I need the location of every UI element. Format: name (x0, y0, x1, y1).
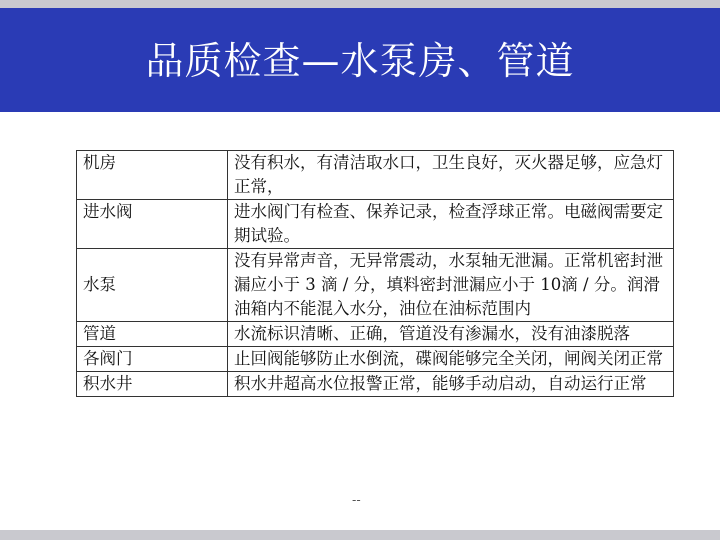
row-item: 水泵 (77, 249, 228, 322)
table-row (77, 372, 674, 397)
row-item: 各阀门 (77, 347, 228, 372)
row-content: 止回阀能够防止水倒流，碟阀能够完全关闭，闸阀关闭正常 (228, 347, 674, 372)
row-item: 进水阀 (77, 200, 228, 249)
row-content: 积水井超高水位报警正常，能够手动启动，自动运行正常 (228, 372, 674, 397)
table-row (77, 322, 674, 347)
table-row (77, 249, 674, 322)
row-content: 没有异常声音，无异常震动，水泵轴无泄漏。正常机密封泄漏应小于 3 滴 / 分，填料密封泄漏应小于 10滴 / 分。润滑油箱内不能混入水分，油位在油标范围内 (228, 249, 674, 322)
bottom-strip (0, 530, 720, 540)
top-strip (0, 0, 720, 8)
row-content: 进水阀门有检查、保养记录，检查浮球正常。电磁阀需要定期试验。 (228, 200, 674, 249)
row-item: 机房 (77, 151, 228, 200)
table-row (77, 151, 674, 200)
inspection-table (76, 150, 674, 397)
row-content: 没有积水，有清洁取水口，卫生良好，灭火器足够，应急灯正常， (228, 151, 674, 200)
row-item: 积水井 (77, 372, 228, 397)
table-row (77, 347, 674, 372)
row-content: 水流标识清晰、正确，管道没有渗漏水，没有油漆脱落 (228, 322, 674, 347)
title-banner (0, 8, 720, 112)
footer-mark: -- (352, 493, 361, 507)
slide-title: 品质检查—水泵房、管道 (145, 39, 575, 83)
row-item: 管道 (77, 322, 228, 347)
table-row (77, 200, 674, 249)
